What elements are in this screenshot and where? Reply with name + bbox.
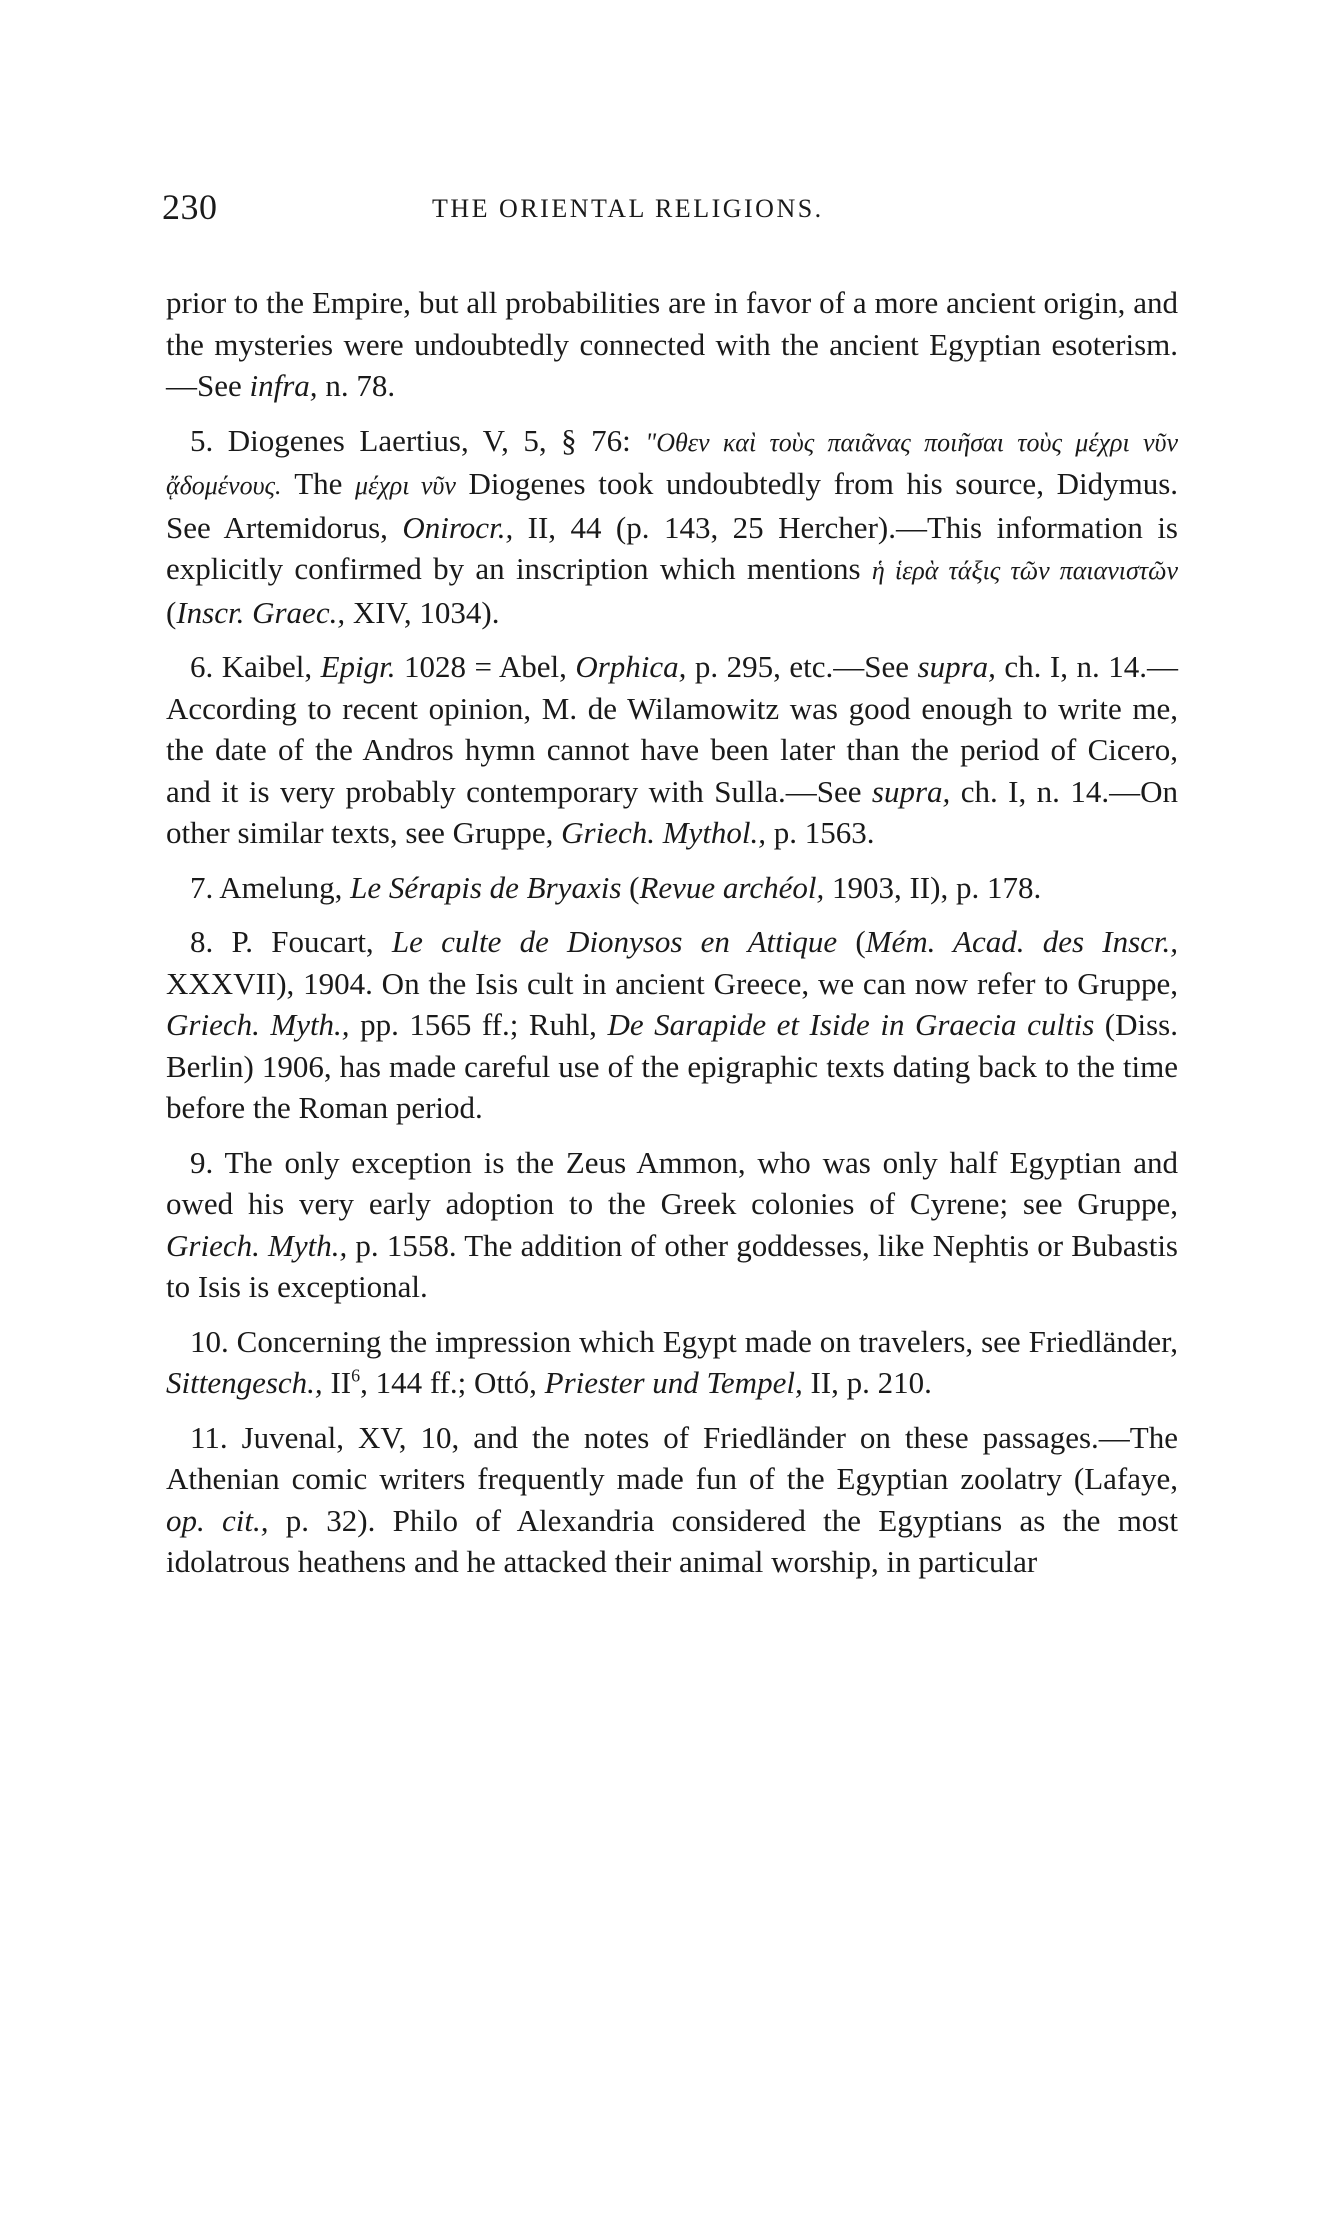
greek-quotation: "Οθεν καὶ τοὺς παιᾶνας ποιῆσαι τοὺς μέχρι νῦν ᾄδομένους. bbox=[166, 427, 1178, 500]
note-9: 9. The only exception is the Zeus Ammon, who was only half Egyptian and owed his very early adoption to the Greek colonies of Cyrene; see Gruppe, Griech. Myth., p. 1558. The addition of other goddesses, like Nephtis or Bubastis to Isis is exceptional. bbox=[166, 1144, 1178, 1304]
note-7: 7. Amelung, Le Sérapis de Bryaxis (Revue archéol, 1903, II), p. 178. bbox=[190, 869, 1042, 905]
running-head bbox=[162, 186, 1182, 236]
note-8: 8. P. Foucart, Le culte de Dionysos en Attique (Mém. Acad. des Inscr., XXXVII), 1904. On the Isis cult in ancient Greece, we can now refer to Gruppe, Griech. Myth., pp. 1565 ff.; Ruhl, De Sarapide et Iside in Graecia cultis (Diss. Berlin) 1906, has made careful use of the epigraphic texts dating back to the time before the Roman period. bbox=[166, 924, 1179, 1125]
note-6: 6. Kaibel, Epigr. 1028 = Abel, Orphica, p. 295, etc.—See supra, ch. I, n. 14.—According to recent opinion, M. de Wilamowitz was good enough to write me, the date of the Andros hymn cannot have been later than the period of Cicero, and it is very probably contemporary with Sulla.—See supra, ch. I, n. 14.—On other similar texts, see Gruppe, Griech. Mythol., p. 1563. bbox=[166, 649, 1178, 850]
running-title: THE ORIENTAL RELIGIONS. bbox=[432, 194, 824, 223]
note-11: 11. Juvenal, XV, 10, and the notes of Friedländer on these passages.—The Athenian comic writers frequently made fun of the Egyptian zoolatry (Lafaye, op. cit., p. 32). Philo of Alexandria considered the Egyptians as the most idolatrous heathens and he attacked their animal worship, in particular bbox=[166, 1419, 1178, 1579]
notes-text bbox=[166, 282, 1178, 1596]
note-10: 10. Concerning the impression which Egypt made on travelers, see Friedländer, Sittengesch., $II^6$, 144 ff.; Ottó, Priester und Tempel, II, p. 210. bbox=[166, 1323, 1178, 1400]
note-5: 5. Diogenes Laertius, V, 5, § 76: "Οθεν καὶ τοὺς παιᾶνας ποιῆσαι τοὺς μέχρι νῦν ᾄδομένους. The μέχρι νῦν Diogenes took undoubtedly from his source, Didymus. See Artemidorus, Onirocr., II, 44 (p. 143, 25 Hercher).—This information is explicitly confirmed by an inscription which mentions ἡ ἱερὰ τάξις τῶν παιανιστῶν (Inscr. Graec., XIV, 1034). bbox=[166, 422, 1179, 630]
page-number: 230 bbox=[162, 187, 218, 227]
continuation-paragraph: prior to the Empire, but all probabilities are in favor of a more ancient origin, and the mysteries were undoubtedly connected with the ancient Egyptian esoterism.—See infra, n. 78. bbox=[166, 285, 1178, 403]
